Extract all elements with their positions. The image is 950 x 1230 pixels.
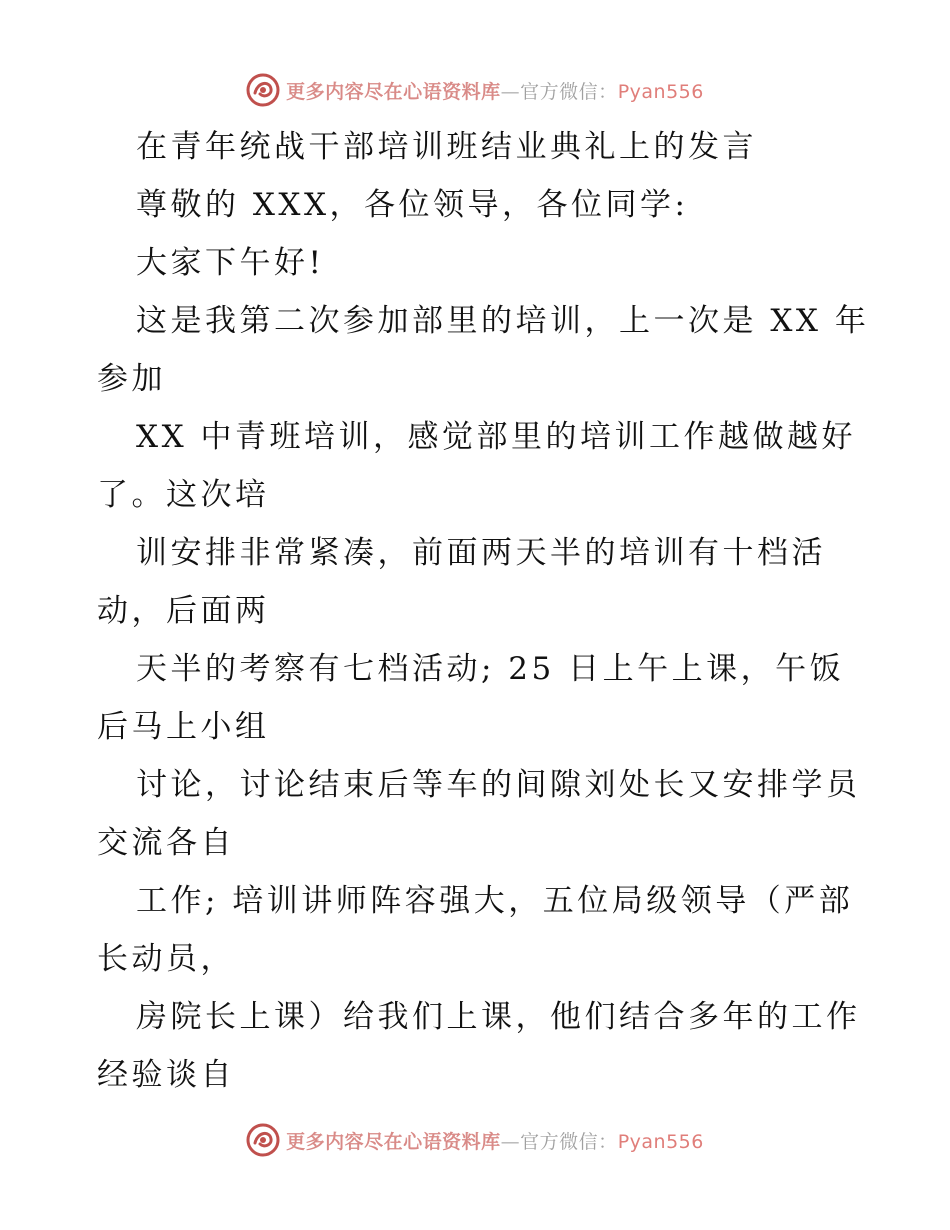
- watermark-id-text: Pyan556: [617, 1130, 704, 1153]
- watermark-banner-bottom: [0, 1120, 950, 1160]
- watermark-main-text: 更多内容尽在心语资料库: [286, 1130, 501, 1153]
- red-swirl-logo-icon: [246, 1123, 280, 1157]
- watermark-separator: —: [500, 80, 521, 103]
- watermark-sub-text: 官方微信：: [520, 1130, 618, 1153]
- greeting-line: 大家下午好!: [136, 245, 325, 281]
- watermark-text: [286, 77, 704, 104]
- salutation-line: 尊敬的 XXX，各位领导，各位同学:: [136, 187, 689, 223]
- watermark-id-text: Pyan556: [617, 80, 704, 103]
- paragraph-line: 天半的考察有七档活动; 25 日上午上课，午饭: [136, 651, 845, 687]
- paragraph-line: 讨论，讨论结束后等车的间隙刘处长又安排学员: [136, 767, 861, 803]
- red-swirl-logo-icon: [246, 73, 280, 107]
- paragraph-line: 长动员，: [97, 941, 235, 977]
- paragraph-line: 交流各自: [97, 825, 235, 861]
- paragraph-line: 经验谈自: [97, 1057, 235, 1093]
- watermark-banner-top: [0, 70, 950, 110]
- watermark-sub-text: 官方微信：: [520, 80, 618, 103]
- watermark-separator: —: [500, 1130, 521, 1153]
- watermark-text: [286, 1127, 704, 1154]
- paragraph-line: 工作; 培训讲师阵容强大，五位局级领导（严部: [136, 883, 854, 919]
- paragraph-line: XX 中青班培训，感觉部里的培训工作越做越好: [136, 419, 856, 455]
- paragraph-line: 后马上小组: [97, 709, 270, 745]
- paragraph-line: 这是我第二次参加部里的培训，上一次是 XX 年: [136, 303, 870, 339]
- paragraph-line: 了。这次培: [97, 477, 270, 513]
- document-title: 在青年统战干部培训班结业典礼上的发言: [136, 129, 757, 165]
- paragraph-line: 动，后面两: [97, 593, 270, 629]
- paragraph-line: 房院长上课）给我们上课，他们结合多年的工作: [136, 999, 861, 1035]
- paragraph-line: 训安排非常紧凑，前面两天半的培训有十档活: [136, 535, 826, 571]
- watermark-main-text: 更多内容尽在心语资料库: [286, 80, 501, 103]
- paragraph-line: 参加: [97, 361, 166, 397]
